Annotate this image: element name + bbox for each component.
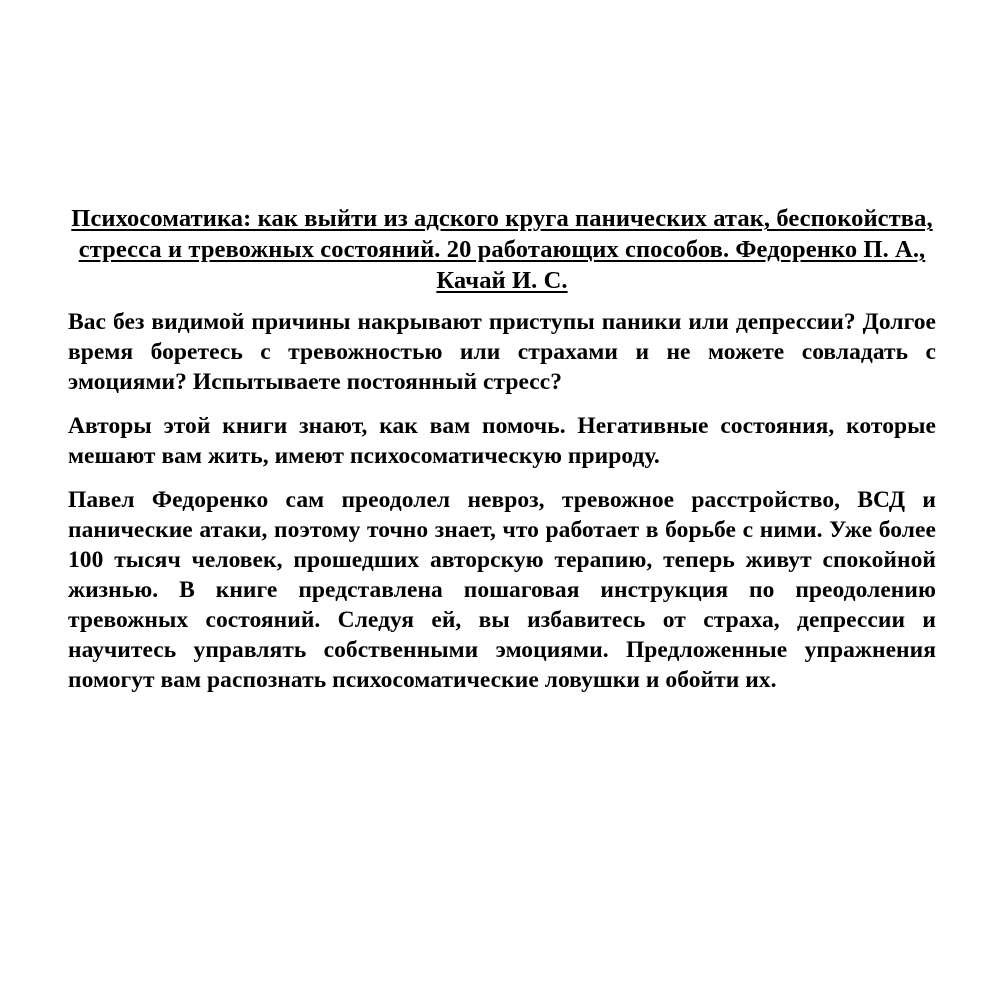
document-body — [68, 203, 936, 695]
paragraph-intro: Вас без видимой причины накрывают приступы паники или депрессии? Долгое время боретесь с тревожностью или страхами и не можете совладать с эмоциями? Испытываете постоянный стресс? — [68, 309, 936, 395]
paragraph-description: Павел Федоренко сам преодолел невроз, тревожное расстройство, ВСД и панические атаки, поэтому точно знает, что работает в борьбе с ними. Уже более 100 тысяч человек, прошедших авторскую терапию, теперь живут спокойной жизнью. В книге представлена пошаговая инструкция по преодолению тревожных состояний. Следуя ей, вы избавитесь от страха, депрессии и научитесь управлять собственными эмоциями. Предложенные упражнения помогут вам распознать психосоматические ловушки и обойти их. — [68, 487, 936, 693]
paragraph-authors: Авторы этой книги знают, как вам помочь. Негативные состояния, которые мешают вам жить, имеют психосоматическую природу. — [68, 413, 936, 469]
book-title: Психосоматика: как выйти из адского круга панических атак, беспокойства, стресса и тревожных состояний. 20 работающих способов. Федоренко П. А., Качай И. С. — [71, 205, 933, 294]
